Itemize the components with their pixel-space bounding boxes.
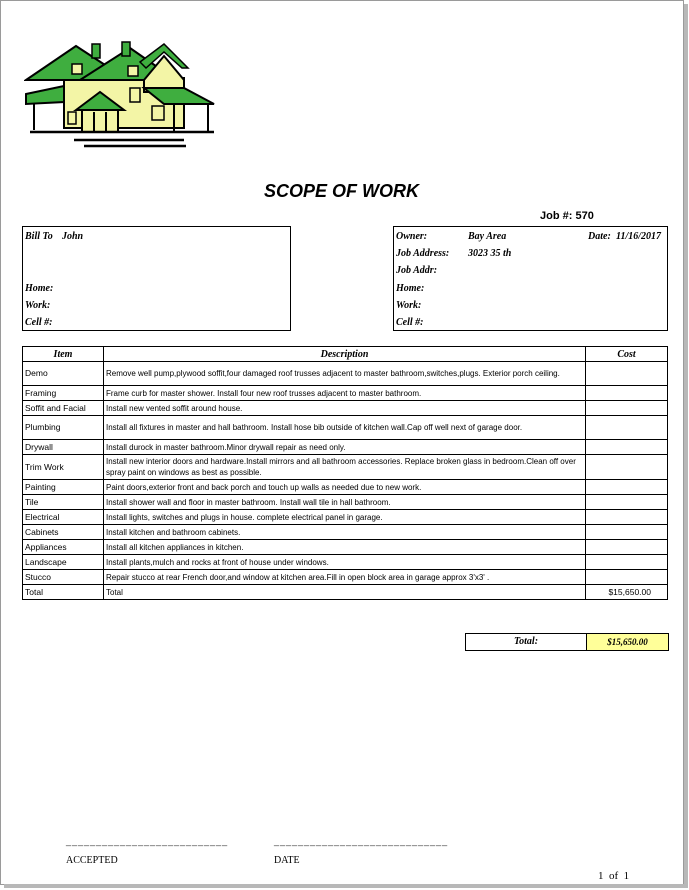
row-description: Install kitchen and bathroom cabinets. bbox=[104, 525, 586, 540]
page-shadow-bottom bbox=[4, 884, 688, 888]
row-cost bbox=[586, 480, 668, 495]
page-number: 1 of 1 bbox=[598, 870, 630, 882]
row-cost bbox=[586, 510, 668, 525]
row-item: Landscape bbox=[23, 555, 104, 570]
row-description: Paint doors,exterior front and back porch and touch up walls as needed due to new work. bbox=[104, 480, 586, 495]
row-cost bbox=[586, 401, 668, 416]
row-description: Install all fixtures in master and hall bathroom. Install hose bib outside of kitchen wall.Cap off well next of garage door. bbox=[104, 416, 586, 440]
row-description: Install durock in master bathroom.Minor drywall repair as need only. bbox=[104, 440, 586, 455]
row-cost bbox=[586, 416, 668, 440]
bill-to-label: Bill To bbox=[25, 231, 53, 242]
row-cost bbox=[586, 555, 668, 570]
row-cost bbox=[586, 440, 668, 455]
table-row bbox=[23, 570, 668, 585]
header-description: Description bbox=[104, 347, 586, 362]
total-value: $15,650.00 bbox=[587, 634, 668, 650]
job-number-label: Job #: bbox=[540, 210, 573, 222]
document-title: SCOPE OF WORK bbox=[263, 181, 419, 201]
table-row bbox=[23, 362, 668, 386]
table-row bbox=[23, 510, 668, 525]
owner-home-label: Home: bbox=[396, 283, 425, 294]
table-row bbox=[23, 440, 668, 455]
bill-to-home-label: Home: bbox=[25, 283, 54, 294]
table-row bbox=[23, 555, 668, 570]
total-label: Total: bbox=[466, 634, 587, 650]
row-cost: $15,650.00 bbox=[586, 585, 668, 600]
row-description: Install lights, switches and plugs in house. complete electrical panel in garage. bbox=[104, 510, 586, 525]
job-address-value: 3023 35 th bbox=[468, 248, 512, 259]
bill-to-name: John bbox=[62, 231, 84, 242]
row-item: Electrical bbox=[23, 510, 104, 525]
row-item: Plumbing bbox=[23, 416, 104, 440]
row-item: Demo bbox=[23, 362, 104, 386]
row-item: Cabinets bbox=[23, 525, 104, 540]
owner-box bbox=[393, 226, 668, 331]
row-description: Total bbox=[104, 585, 586, 600]
row-description: Install new vented soffit around house. bbox=[104, 401, 586, 416]
page-shadow-right bbox=[684, 4, 688, 888]
row-cost bbox=[586, 525, 668, 540]
house-logo-icon bbox=[24, 40, 216, 152]
table-row bbox=[23, 386, 668, 401]
table-row bbox=[23, 495, 668, 510]
table-row bbox=[23, 480, 668, 495]
bill-to-work-label: Work: bbox=[25, 300, 51, 311]
date-signature-line: _____________________________ bbox=[274, 836, 449, 846]
row-description: Install all kitchen appliances in kitchen. bbox=[104, 540, 586, 555]
row-description: Install shower wall and floor in master bathroom. Install wall tile in hall bathroom. bbox=[104, 495, 586, 510]
table-row bbox=[23, 540, 668, 555]
scope-table bbox=[22, 346, 668, 600]
row-description: Install plants,mulch and rocks at front of house under windows. bbox=[104, 555, 586, 570]
row-description: Frame curb for master shower. Install four new roof trusses adjacent to master bathroom. bbox=[104, 386, 586, 401]
row-cost bbox=[586, 362, 668, 386]
row-cost bbox=[586, 455, 668, 480]
row-item: Drywall bbox=[23, 440, 104, 455]
row-item: Total bbox=[23, 585, 104, 600]
owner-work-label: Work: bbox=[396, 300, 422, 311]
header-item: Item bbox=[23, 347, 104, 362]
bill-to-box bbox=[22, 226, 291, 331]
owner-cell-label: Cell #: bbox=[396, 317, 424, 328]
row-item: Appliances bbox=[23, 540, 104, 555]
table-total-row bbox=[23, 585, 668, 600]
bill-to-cell-label: Cell #: bbox=[25, 317, 53, 328]
row-item: Soffit and Facial bbox=[23, 401, 104, 416]
job-number-value: 570 bbox=[575, 210, 594, 222]
row-item: Stucco bbox=[23, 570, 104, 585]
row-item: Framing bbox=[23, 386, 104, 401]
row-item: Tile bbox=[23, 495, 104, 510]
job-addr-label: Job Addr: bbox=[396, 265, 438, 276]
date-signature-label: DATE bbox=[274, 855, 300, 866]
row-cost bbox=[586, 495, 668, 510]
table-row bbox=[23, 416, 668, 440]
row-description: Remove well pump,plywood soffit,four damaged roof trusses adjacent to master bathroom,switches,plugs. Exterior porch ceiling. bbox=[104, 362, 586, 386]
row-cost bbox=[586, 540, 668, 555]
header-cost: Cost bbox=[586, 347, 668, 362]
owner-value: Bay Area bbox=[468, 231, 507, 242]
table-header-row bbox=[23, 347, 668, 362]
job-number bbox=[540, 210, 594, 222]
row-item: Trim Work bbox=[23, 455, 104, 480]
table-row bbox=[23, 455, 668, 480]
row-cost bbox=[586, 386, 668, 401]
date-label: Date: bbox=[588, 231, 611, 242]
accepted-label: ACCEPTED bbox=[66, 855, 118, 866]
job-address-label: Job Address: bbox=[396, 248, 450, 259]
row-item: Painting bbox=[23, 480, 104, 495]
row-cost bbox=[586, 570, 668, 585]
row-description: Install new interior doors and hardware.Install mirrors and all bathroom accessories. Replace broken glass in bedroom.Clean off over spray paint on windows as best as possible. bbox=[104, 455, 586, 480]
row-description: Repair stucco at rear French door,and window at kitchen area.Fill in open block area in garage approx 3'x3' . bbox=[104, 570, 586, 585]
table-row bbox=[23, 401, 668, 416]
table-row bbox=[23, 525, 668, 540]
total-summary-box bbox=[465, 633, 669, 651]
accepted-signature-line: ___________________________ bbox=[66, 836, 229, 846]
date-value: 11/16/2017 bbox=[616, 231, 662, 242]
owner-label: Owner: bbox=[396, 231, 428, 242]
